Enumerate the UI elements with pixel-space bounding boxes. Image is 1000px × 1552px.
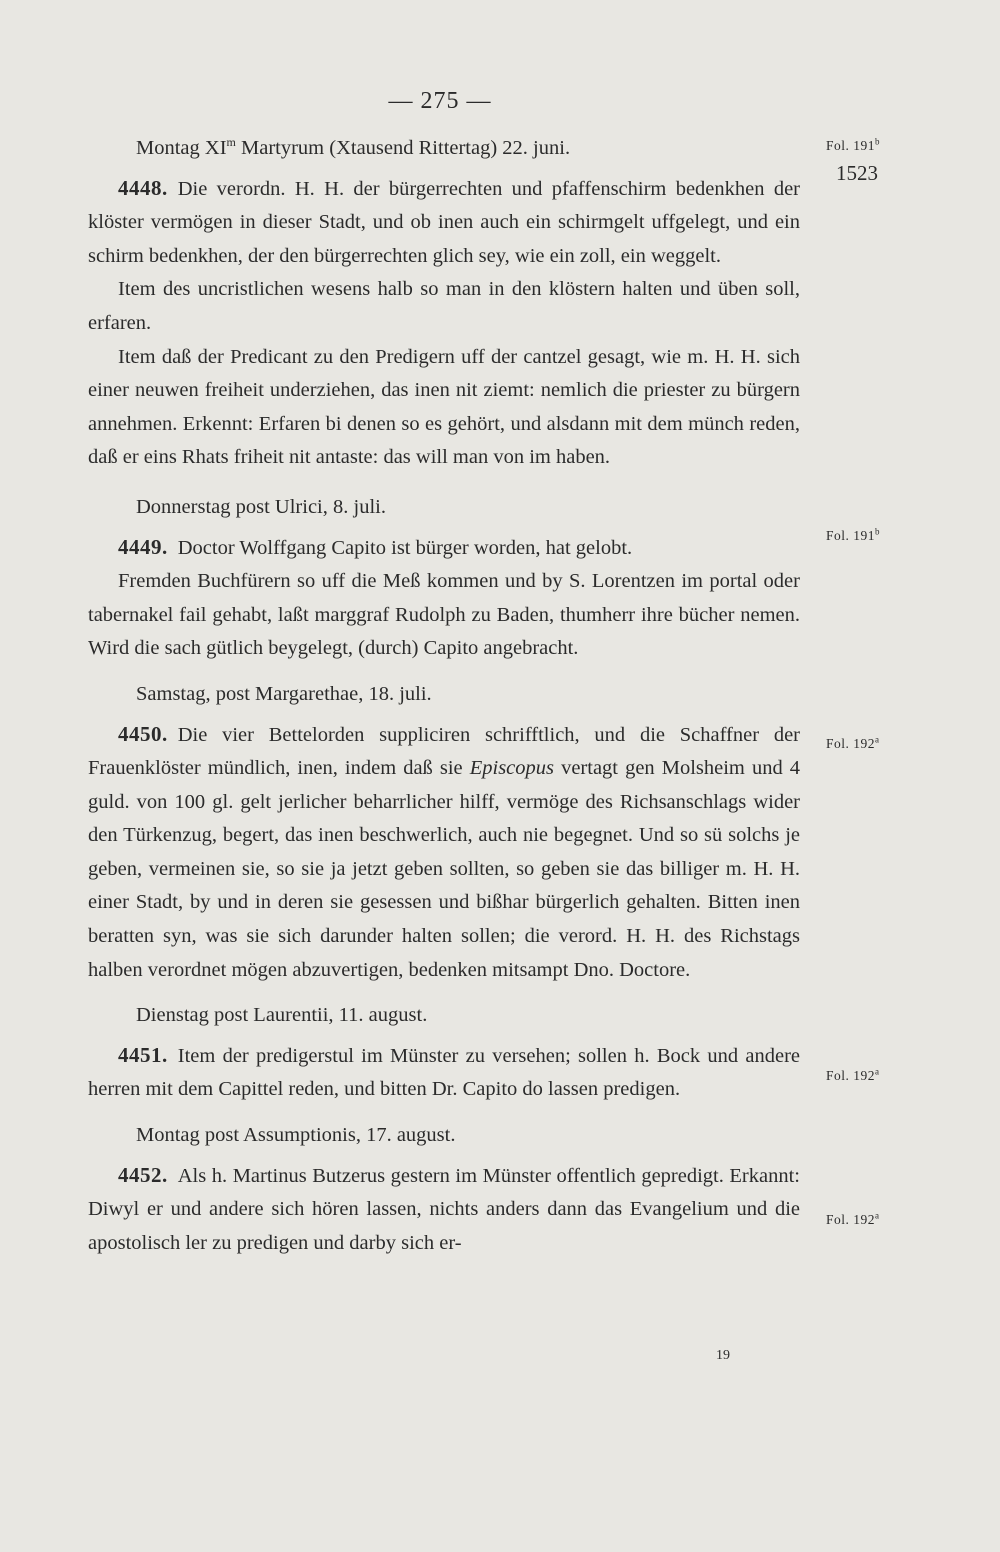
entry-number: 4451.	[118, 1042, 168, 1067]
margin-folio-note: Fol. 191$^b$	[826, 526, 881, 543]
entry-paragraph: Fremden Buchfürern so uff die Meß kommen und by S. Lorentzen im portal oder tabernakel fail gehabt, laßt marggraf Rudolph zu Baden, thumherr ihre bücher nemen. Wird die sach gütlich beygelegt, (durch) Capito angebracht.	[88, 570, 800, 660]
entry-number: 4452.	[118, 1162, 168, 1187]
entry-number: 4448.	[118, 175, 168, 200]
dateline: Samstag, post Margarethae, 18. juli.	[136, 682, 432, 705]
dateline: Montag post Assumptionis, 17. august.	[136, 1124, 456, 1147]
margin-folio-note: Fol. 192$^a$	[826, 1066, 880, 1083]
entry-number: 4449.	[118, 534, 168, 559]
signature-mark: 19	[716, 1348, 730, 1363]
entry-paragraph: Item daß der Predicant zu den Predigern uff der cantzel gesagt, wie m. H. H. sich einer neuwen freiheit underziehen, das inen nit ziemt: nemlich die priester zu bürgern annehmen. Erkennt: Erfaren bi denen so es gehört, und alsdann mit dem münch reden, daß er eins Rhats friheit nit antaste: das will man von im haben.	[88, 345, 800, 469]
dateline: Dienstag post Laurentii, 11. august.	[136, 1004, 428, 1027]
page-number: — 275 —	[388, 88, 492, 114]
dateline: Donnerstag post Ulrici, 8. juli.	[136, 495, 386, 518]
dateline: Montag $XI^m$ Martyrum (Xtausend Rittertag) 22. juni.	[136, 135, 571, 159]
entry-4448: 4448. Die verordn. H. H. der bürgerrechten und pfaffenschirm bedenkhen der klöster vermögen in dieser Stadt, und ob inen auch ein schirmgelt uffgelegt, und ein schirm bedenkhen, der den bürgerrechten glich sey, wie ein zoll, ein weggelt.	[88, 175, 800, 267]
entry-4452: 4452. Als h. Martinus Butzerus gestern im Münster offentlich gepredigt. Erkannt: Diwyl er und andere sich hören lassen, nichts anders dann das Evangelium und die apostolisch ler zu predigen und darby sich er-	[88, 1162, 800, 1254]
entry-paragraph: Item des uncristlichen wesens halb so man in den klöstern halten und üben soll, erfaren.	[88, 278, 800, 334]
entry-4449: 4449. Doctor Wolffgang Capito ist bürger worden, hat gelobt.	[118, 534, 633, 559]
main-text-column	[88, 132, 800, 1260]
entry-4450: 4450. Die vier Bettelorden suppliciren schrifftlich, und die Schaffner der Frauenklöster mündlich, inen, indem daß sie Episcopus vertagt gen Molsheim und 4 guld. von 100 gl. gelt jerlicher beharrlicher hilff, vermöge des Richsanschlags wider den Türkenzug, begert, das inen beschwerlich, auch nie begegnet. Und so sü solchs je geben, vermeinen sie, so sie ja jetzt geben sollten, so geben sie das billiger m. H. H. einer Stadt, by und in deren sie gesessen und bißhar bürgerlich gehalten. Bitten inen beratten syn, was sie sich darunder halten sollen; die verord. H. H. des Richstags halben verordnet mögen abzuvertigen, bedenken mitsampt Dno. Doctore.	[88, 721, 801, 981]
margin-folio-note: Fol. 191$^b$	[826, 136, 881, 153]
margin-folio-note: Fol. 192$^a$	[826, 1210, 880, 1227]
margin-year: 1523	[836, 161, 878, 185]
entry-number: 4450.	[118, 721, 168, 746]
margin-folio-note: Fol. 192$^a$	[826, 734, 880, 751]
entry-4451: 4451. Item der predigerstul im Münster zu versehen; sollen h. Bock und andere herren mit dem Capittel reden, und bitten Dr. Capito do lassen predigen.	[88, 1042, 800, 1101]
